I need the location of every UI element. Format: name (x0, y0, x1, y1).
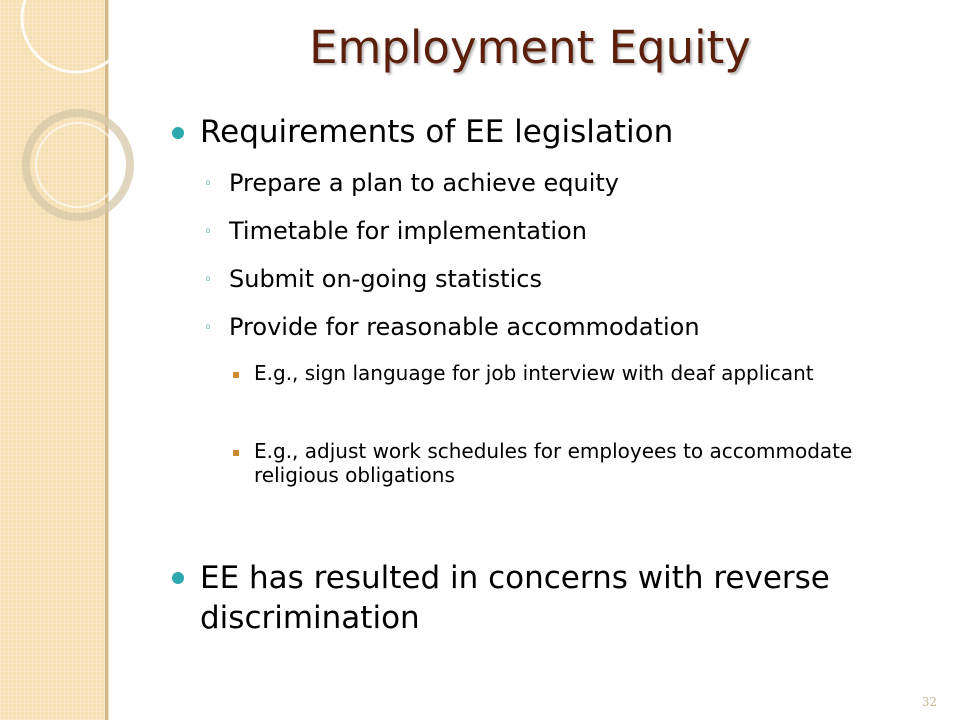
circle-bullet-icon: ◦ (204, 224, 213, 240)
bullet-level-3: E.g., adjust work schedules for employees to accommodate religious obligations (254, 439, 853, 487)
bullet-level-2: Provide for reasonable accommodation (229, 313, 700, 341)
square-bullet-icon: ▪ (232, 445, 241, 459)
bullet-level-2: Submit on-going statistics (229, 265, 542, 293)
slide-title: Employment Equity (309, 21, 751, 74)
bullet-level-2: Timetable for implementation (229, 217, 587, 245)
slide-number: 32 (921, 695, 937, 709)
bullet-level-3: E.g., sign language for job interview with deaf applicant (254, 361, 814, 385)
circle-bullet-icon: ◦ (204, 176, 213, 192)
bullet-level-2: Prepare a plan to achieve equity (229, 169, 619, 197)
bullet-dot-icon (172, 572, 184, 584)
circle-bullet-icon: ◦ (204, 272, 213, 288)
bullet-dot-icon (172, 127, 184, 139)
bullet-level-1: Requirements of EE legislation (200, 114, 674, 150)
square-bullet-icon: ▪ (232, 367, 241, 381)
circle-bullet-icon: ◦ (204, 320, 213, 336)
bullet-level-1: EE has resulted in concerns with reverse discrimination (200, 560, 830, 636)
